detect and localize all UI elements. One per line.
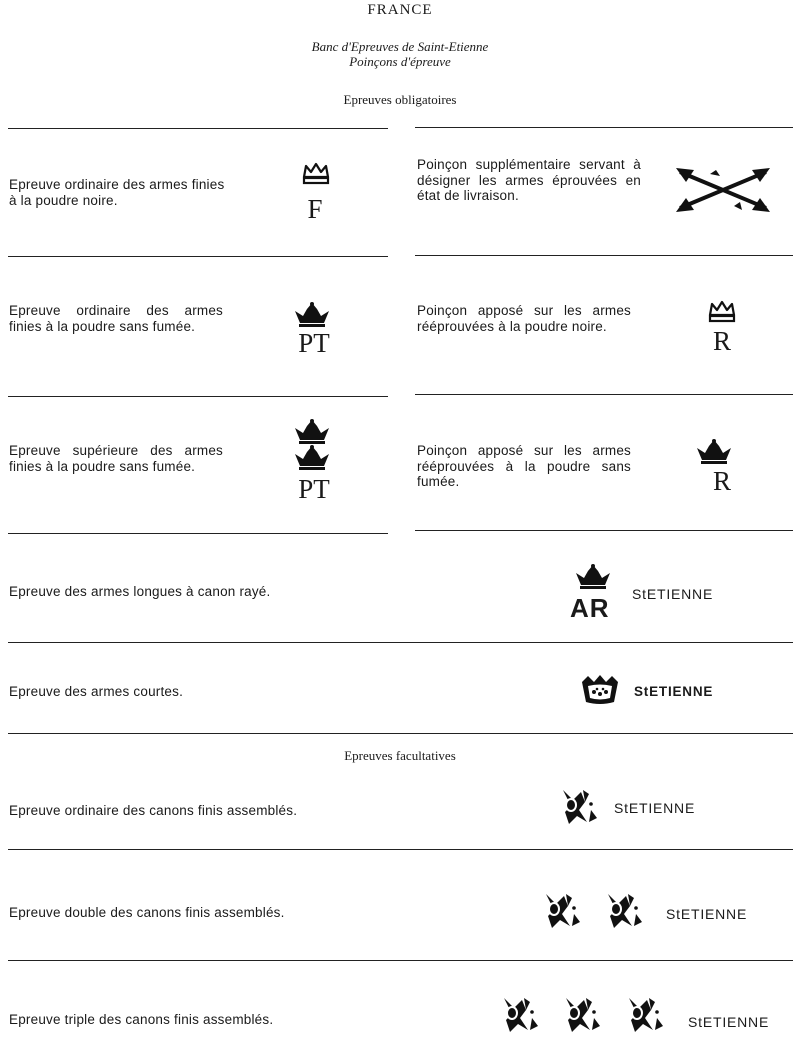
- divider: [8, 533, 388, 534]
- proof-letters-pt-sup: PT: [298, 474, 330, 504]
- solid-crown-icon: [295, 446, 329, 470]
- section-heading-optional: Epreuves facultatives: [344, 748, 456, 763]
- proof-letters-ar: AR: [570, 593, 610, 623]
- stamp-text-barrel-3: StETIENNE: [688, 1014, 770, 1030]
- proof-letters-r-black: R: [712, 326, 731, 356]
- mark-description-short: Epreuve des armes courtes.: [9, 684, 184, 699]
- mark-description-ar: Epreuve des armes longues à canon rayé.: [9, 584, 271, 599]
- document-title: FRANCE: [367, 2, 433, 18]
- divider: [415, 255, 793, 256]
- barrel-mark-icon: [502, 996, 542, 1034]
- stamp-text-barrel-1: StETIENNE: [614, 800, 696, 816]
- mark-description-r-black: Poinçon apposé sur les armes rééprouvées à la poudre noire.: [417, 303, 631, 334]
- mark-description-barrel-3: Epreuve triple des canons finis assemblés.: [9, 1012, 274, 1027]
- barrel-mark-icon: [606, 892, 646, 930]
- mark-description-barrel-1: Epreuve ordinaire des canons finis assemblés.: [9, 803, 298, 818]
- barrel-mark-icon: [561, 788, 601, 826]
- institution-title: Banc d'Epreuves de Saint-Etienne: [311, 39, 489, 54]
- barrel-mark-icon: [627, 996, 667, 1034]
- divider: [8, 733, 793, 734]
- solid-crown-icon: [295, 420, 329, 444]
- mark-description-arrows: Poinçon supplémentaire servant à désigner les armes éprouvées en état de livraison.: [417, 157, 641, 203]
- open-crown-icon: [302, 163, 330, 185]
- solid-crown-icon: [576, 565, 610, 589]
- proof-letters-f: F: [307, 194, 323, 224]
- proof-letters-r-smokeless: R: [712, 466, 731, 496]
- mark-description-f: Epreuve ordinaire des armes finies à la poudre noire.: [9, 177, 225, 208]
- divider: [8, 960, 793, 961]
- mark-description-barrel-2: Epreuve double des canons finis assemblés.: [9, 905, 285, 920]
- open-crown-icon: [708, 301, 736, 323]
- proof-letters-pt: PT: [298, 328, 330, 358]
- divider: [8, 256, 388, 257]
- barrel-mark-icon: [544, 892, 584, 930]
- mark-description-pt-sup: Epreuve supérieure des armes finies à la poudre sans fumée.: [9, 443, 223, 474]
- stamp-text-barrel-2: StETIENNE: [666, 906, 748, 922]
- divider: [415, 394, 793, 395]
- stamp-text-short: StETIENNE: [634, 684, 714, 699]
- mark-description-pt: Epreuve ordinaire des armes finies à la poudre sans fumée.: [9, 303, 223, 334]
- divider: [8, 128, 388, 129]
- divider: [8, 642, 793, 643]
- stamp-text-ar: StETIENNE: [632, 586, 714, 602]
- crossed-arrows-icon: [676, 168, 770, 212]
- divider: [8, 396, 388, 397]
- document-subject: Poinçons d'épreuve: [349, 54, 451, 69]
- solid-crown-icon: [295, 303, 329, 327]
- divider: [415, 530, 793, 531]
- divider: [8, 849, 793, 850]
- solid-crown-icon: [697, 440, 731, 464]
- mark-description-r-smokeless: Poinçon apposé sur les armes rééprouvées à la poudre sans fumée.: [417, 443, 631, 489]
- divider: [415, 127, 793, 128]
- section-heading-obligatory: Epreuves obligatoires: [343, 92, 457, 107]
- bowl-crown-icon: [580, 674, 620, 706]
- barrel-mark-icon: [564, 996, 604, 1034]
